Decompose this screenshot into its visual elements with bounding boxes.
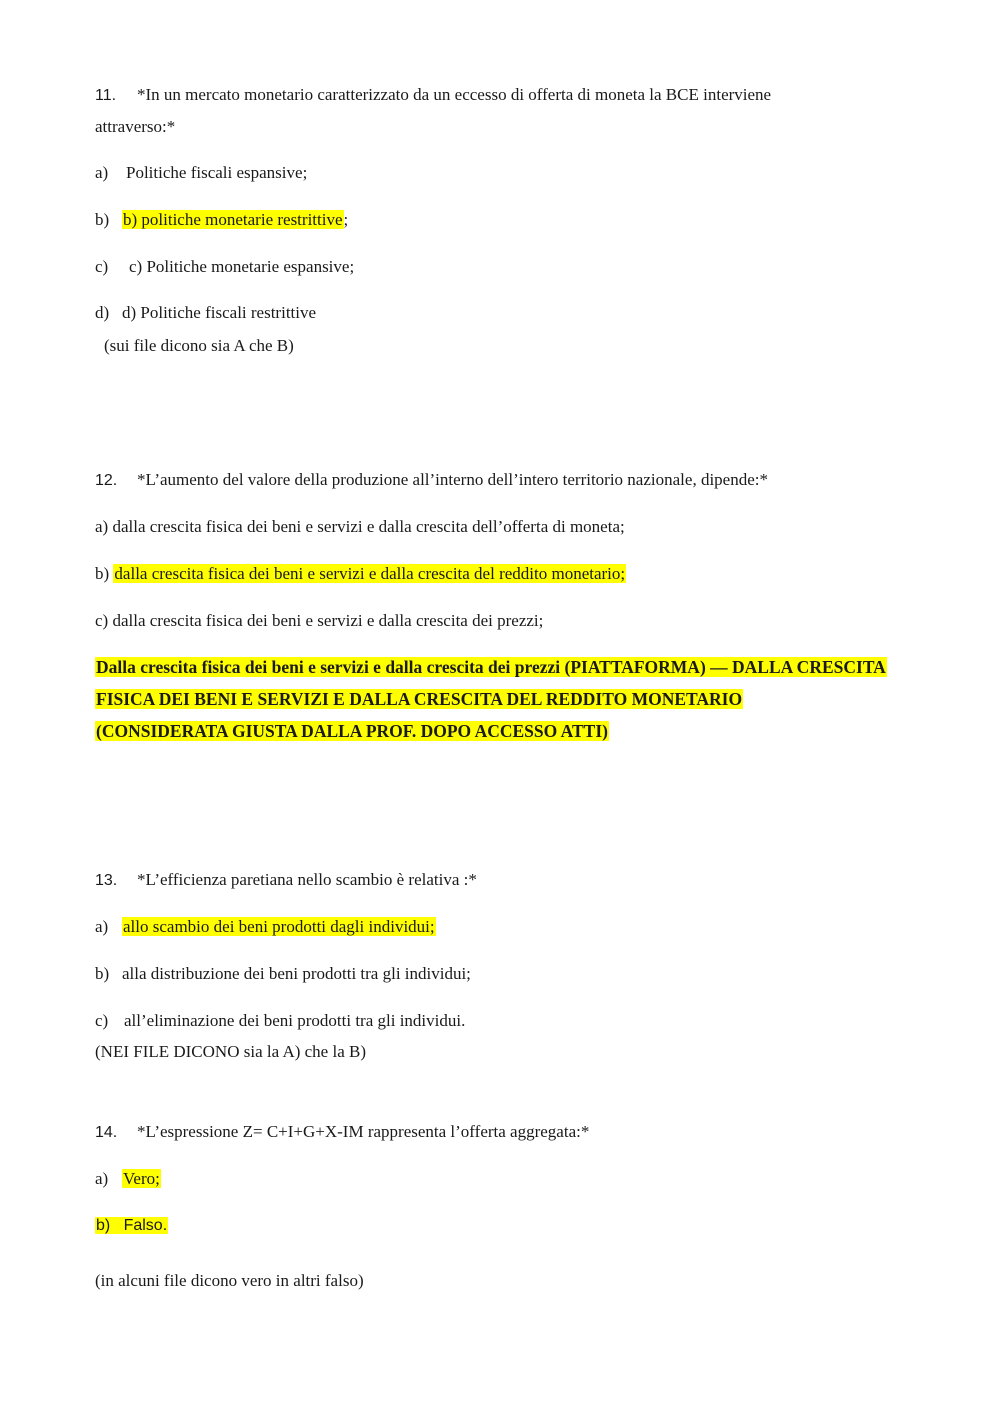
q12-option-a: a) dalla crescita fisica dei beni e servizi e dalla crescita dell’offerta di moneta; (95, 517, 625, 536)
answer-highlight: b) politiche monetarie restrittive (123, 210, 343, 229)
answer-highlight: Vero; (123, 1169, 160, 1188)
q11-option-a: a) Politiche fiscali espansive; (95, 163, 308, 182)
q12-number: 12. (95, 472, 118, 489)
q13-note: (NEI FILE DICONO sia la A) che la B) (95, 1042, 366, 1061)
q13-question (95, 869, 477, 892)
q12-note-line2: FISICA DEI BENI E SERVIZI E DALLA CRESCITA DEL REDDITO MONETARIO (96, 689, 743, 709)
q13-number: 13. (95, 872, 118, 889)
q11-question (95, 84, 771, 107)
q13-option-a: a) allo scambio dei beni prodotti dagli individui; (95, 917, 435, 936)
q13-option-c: c) all’eliminazione dei beni prodotti tra gli individui. (95, 1011, 466, 1030)
q14-number: 14. (95, 1124, 118, 1141)
q12-question-text: *L’aumento del valore della produzione all’interno dell’intero territorio nazionale, dipende:* (137, 470, 768, 489)
q11-number: 11. (95, 87, 117, 104)
q11-question-text: *In un mercato monetario caratterizzato da un eccesso di offerta di moneta la BCE interviene (137, 85, 772, 104)
q14-question-text: *L’espressione Z= C+I+G+X-IM rappresenta l’offerta aggregata:* (137, 1122, 590, 1141)
q12-option-b: b) dalla crescita fisica dei beni e servizi e dalla crescita del reddito monetario; (95, 564, 626, 583)
q14-option-b (95, 1215, 168, 1237)
answer-highlight: allo scambio dei beni prodotti dagli individui; (123, 917, 435, 936)
q11-option-c: c) c) Politiche monetarie espansive; (95, 257, 355, 276)
answer-highlight: dalla crescita fisica dei beni e servizi e dalla crescita del reddito monetario; (114, 564, 626, 583)
q13-option-b: b) alla distribuzione dei beni prodotti tra gli individui; (95, 964, 471, 983)
q11-question-cont: attraverso:* (95, 117, 176, 136)
q11-option-d: d) d) Politiche fiscali restrittive (95, 303, 317, 322)
q12-note-line3: (CONSIDERATA GIUSTA DALLA PROF. DOPO ACCESSO ATTI) (96, 721, 608, 741)
q14-note: (in alcuni file dicono vero in altri falso) (95, 1271, 364, 1290)
q12-question (95, 469, 768, 492)
q13-question-text: *L’efficienza paretiana nello scambio è relativa :* (137, 870, 477, 889)
answer-highlight: b) Falso. (96, 1217, 168, 1234)
q12-note-line1: Dalla crescita fisica dei beni e servizi e dalla crescita dei prezzi (PIATTAFORMA) — DALLA CRESCITA (96, 657, 886, 677)
q14-question (95, 1121, 589, 1144)
q14-option-a: a) Vero; (95, 1169, 160, 1188)
q11-option-b: b) b) politiche monetarie restrittive; (95, 210, 349, 229)
q12-option-c: c) dalla crescita fisica dei beni e servizi e dalla crescita dei prezzi; (95, 611, 544, 630)
q11-note: (sui file dicono sia A che B) (104, 336, 294, 355)
